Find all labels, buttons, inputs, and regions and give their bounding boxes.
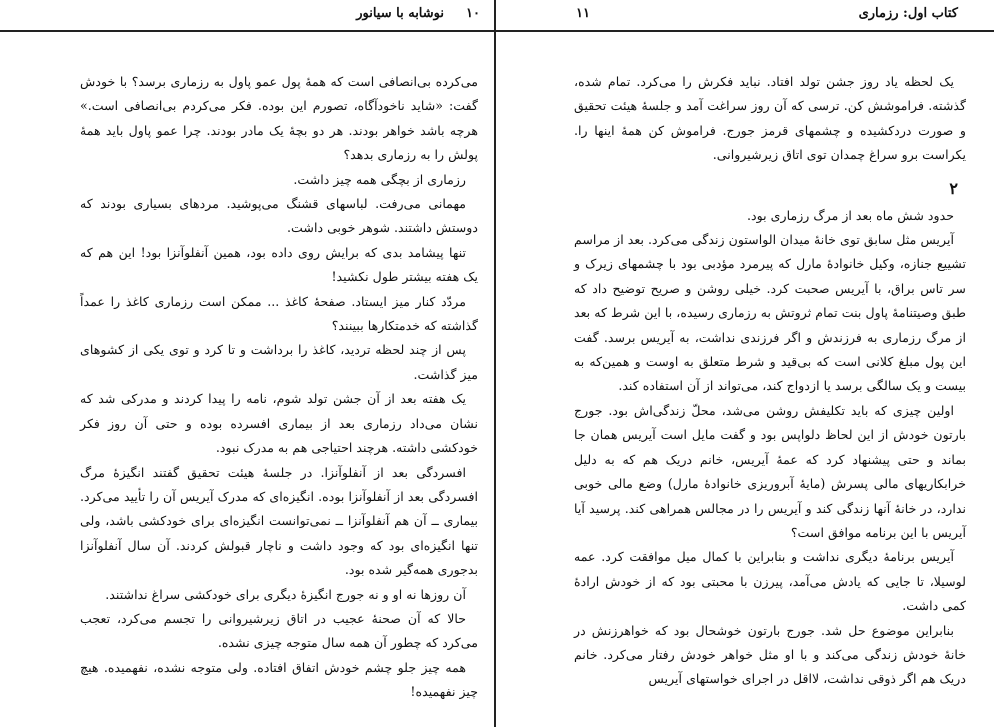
paragraph: یک هفته بعد از آن جشن تولد شوم، نامه را پیدا کردند و مدرکی شد که نشان می‌داد رزماری بعد از بیماری افسرده بوده و حتی آن روز فکر خودکشی داشته. هرچند احتیاجی هم به مدرک نبود.	[80, 391, 478, 456]
page-number: ۱۱	[576, 6, 590, 21]
paragraph: مهمانی می‌رفت. لباسهای قشنگ می‌پوشید. مردهای بسیاری بودند که دوستش داشتند. شوهر خوبی داشت.	[80, 196, 478, 236]
section-number: ۲	[949, 178, 958, 198]
paragraph: آیریس مثل سابق توی خانهٔ میدان الواستون زندگی می‌کرد. بعد از مراسم تشییع جنازه، وکیل خانوادهٔ مارل که پیرمرد مؤدبی بود با چشمهای زیرک و سر تاس براق، با آیریس صحبت کرد. خیلی روشن و صریح توضیح داد که طبق وصیتنامهٔ پاول بنت تمام ثروتش به رزماری رسیده، با این شرط که بعد از مرگ رزماری به فرزندش و اگر فرزندی نداشت، به آیریس برسد. گفت این پول مبلغ کلانی است که بی‌قید و شرط متعلق به اوست و همین‌که به بیست و یک سالگی برسد یا ازدواج کند، می‌تواند از آن استفاده کند.	[574, 232, 966, 394]
page-number: ۱۰	[466, 6, 480, 21]
paragraph: حدود شش ماه بعد از مرگ رزماری بود.	[747, 207, 954, 223]
intro-paragraph: یک لحظه یاد روز جشن تولد افتاد. نباید فکرش را می‌کرد. تمام شده، گذشته. فراموشش کن. ترسی که آن روز سراغت آمد و جلسهٔ هیئت تحقیق و صورت دردکشیده و چشمهای قرمز جورج. فراموش کن همهٔ اینها را. یکراست برو سراغ چمدان توی اتاق زیرشیروانی.	[574, 74, 966, 163]
body-text	[80, 70, 478, 705]
left-page	[0, 0, 496, 727]
paragraph: تنها پیشامد بدی که برایش روی داده بود، همین آنفلوآنزا بود! این هم که یک هفته بیشتر طول نکشید!	[80, 244, 478, 285]
body-text	[574, 70, 966, 692]
paragraph: رزماری از بچگی همه چیز داشت.	[293, 171, 466, 187]
paragraph: افسردگی بعد از آنفلوآنزا. در جلسهٔ هیئت تحقیق گفتند انگیزهٔ مرگ افسردگی بعد از آنفلوآنزا بوده. انگیزه‌ای که مدرک آیریس آن را تأیید می‌کرد. بیماری ــ آن هم آنفلوآنزا ــ نمی‌توانست انگیزه‌ای برای خودکشی باشد، ولی تنها انگیزه‌ای بود که وجود داشت و ناچار قبولش کردند. آن سال آنفلوآنزا بدجوری همه‌گیر شده بود.	[80, 464, 478, 578]
paragraph: پس از چند لحظه تردید، کاغذ را برداشت و تا کرد و توی یکی از کشوهای میز گذاشت.	[80, 342, 478, 382]
paragraph: آن روزها نه او و نه جورج انگیزهٔ دیگری برای خودکشی سراغ نداشتند.	[105, 586, 466, 602]
header-rule	[0, 30, 494, 32]
paragraph: حالا که آن صحنهٔ عجیب در اتاق زیرشیروانی را تجسم می‌کرد، تعجب می‌کرد که چطور آن همه سال متوجه چیزی نشده.	[80, 610, 478, 651]
running-title: نوشابه با سیانور	[356, 6, 444, 21]
paragraph: بنابراین موضوع حل شد. جورج بارتون خوشحال بود که خواهرزنش در خانهٔ خودش زندگی می‌کند و با او مثل خواهر خودش رفتار می‌کرد. خانم دریک هم اگر ذوقی نداشت، لااقل در اجرای خواستهای آیریس	[574, 622, 966, 687]
paragraph: اولین چیزی که باید تکلیفش روشن می‌شد، محلّ زندگی‌اش بود. جورج بارتون خودش از این لحاظ دلواپس بود و گفت مایل است آیریس همان جا بماند و حتی پیشنهاد کرد که عمهٔ آیریس، خانم دریک هم که به دلیل خرابکاریهای مالی پسرش (مایهٔ آبروریزی خانوادهٔ مارل) وضع مالی خوبی ندارد، در خانهٔ آنها زندگی کند و آیریس را در مجالس همراهی کند. پرسید آیا آیریس با این برنامه موافق است؟	[574, 402, 966, 540]
header-rule	[496, 30, 994, 32]
running-title: کتاب اول: رزماری	[858, 6, 958, 21]
page-header	[496, 6, 994, 28]
paragraph: می‌کرده بی‌انصافی است که همهٔ پول عمو پاول به رزماری برسد؟ با خودش گفت: «شاید ناخودآگاه، تصورم این بوده. فکر می‌کردم بی‌انصافی است.» هرچه باشد خواهر بودند. هر دو بچهٔ یک مادر بودند. چرا عمو پاول باید همهٔ پولش را به رزماری بدهد؟	[80, 74, 478, 163]
paragraph: همه چیز جلو چشم خودش اتفاق افتاده. ولی متوجه نشده، نفهمیده. هیچ چیز نفهمیده!	[80, 659, 478, 700]
right-page	[496, 0, 994, 727]
paragraph: مردّد کنار میز ایستاد. صفحهٔ کاغذ ... ممکن است رزماری کاغذ را عمداً گذاشته که خدمتکارها ببینند؟	[80, 293, 478, 334]
paragraph: آیریس برنامهٔ دیگری نداشت و بنابراین با کمال میل موافقت کرد. عمه لوسیلا، تا جایی که یادش می‌آمد، پیرزن با محبتی بود که از خودش ارادهٔ کمی داشت.	[574, 549, 966, 614]
page-header	[0, 6, 494, 28]
